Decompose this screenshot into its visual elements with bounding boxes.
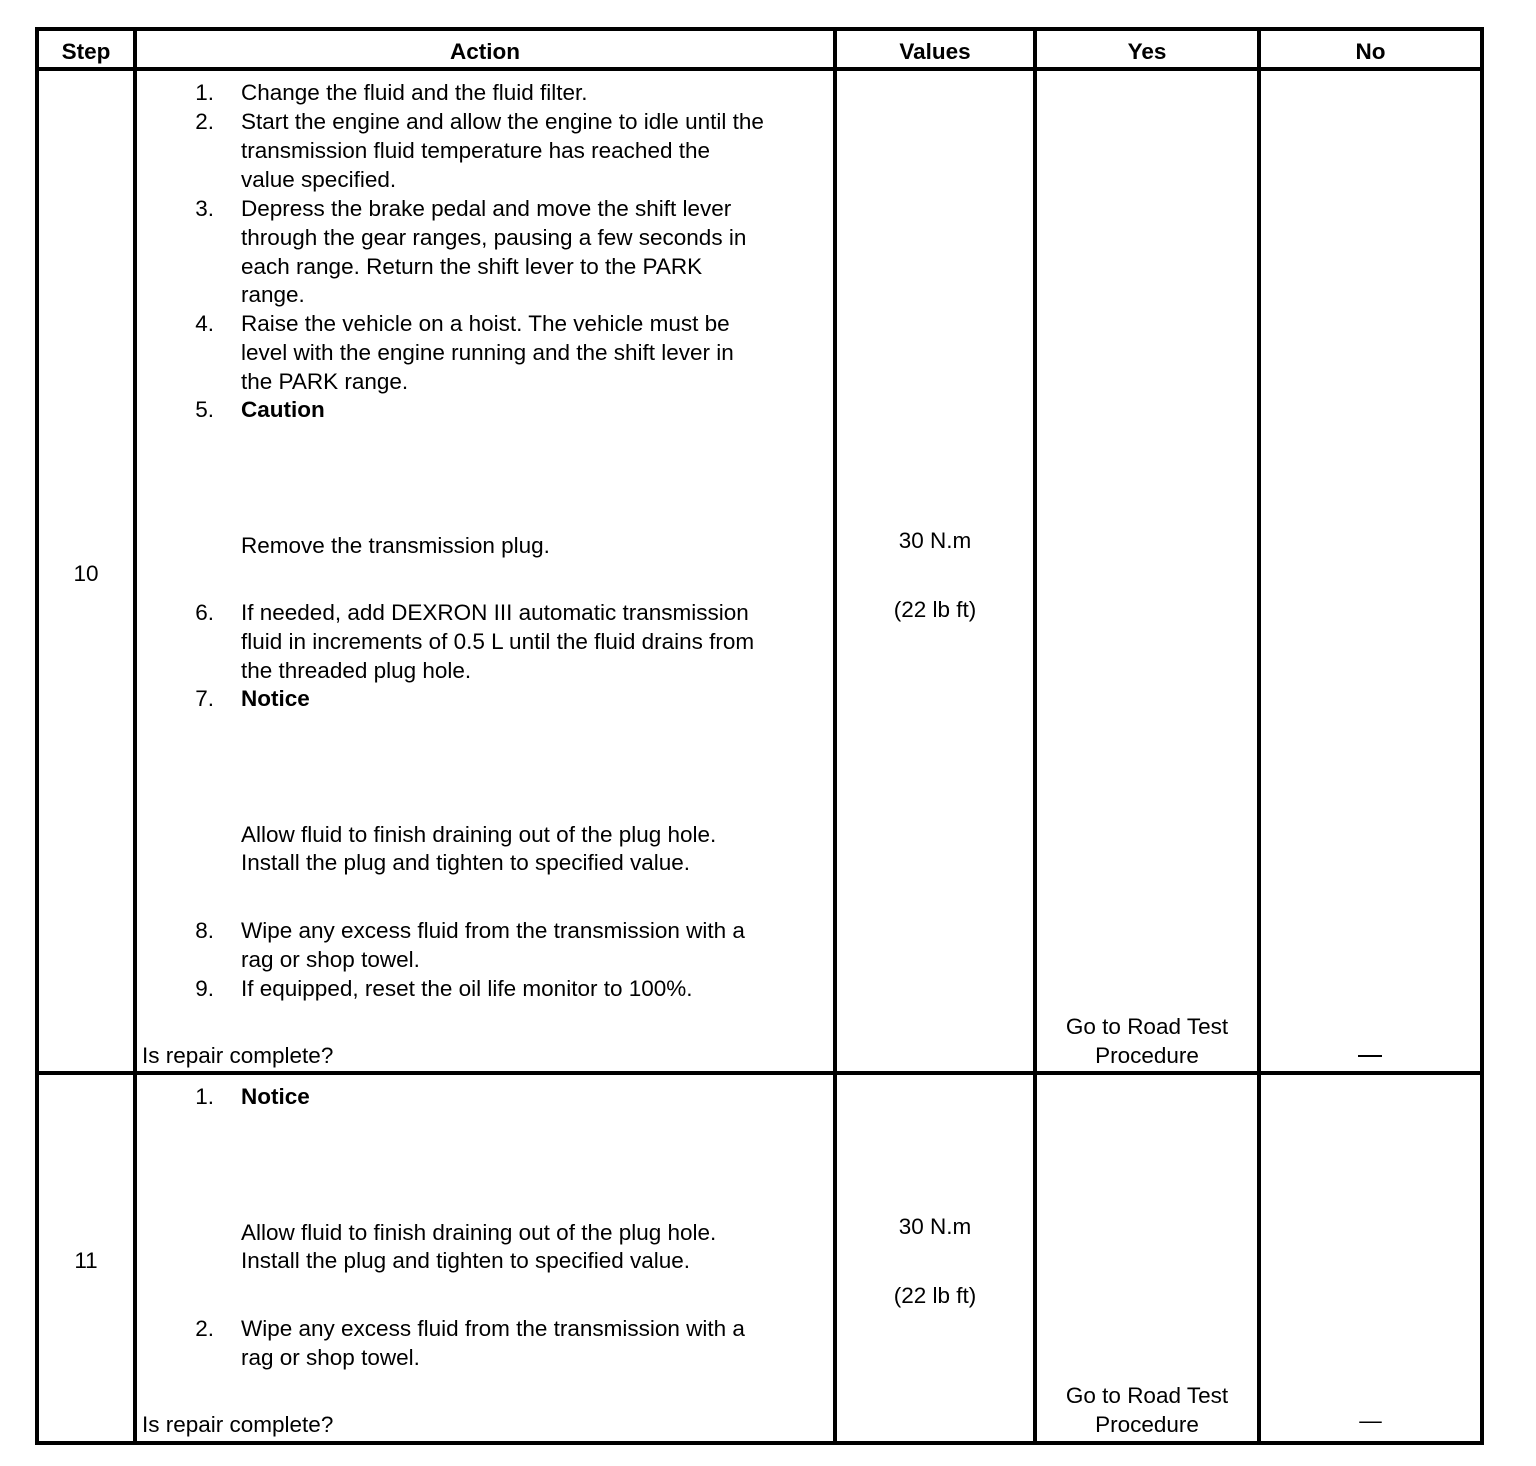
action-text: transmission fluid temperature has reached the — [241, 138, 710, 163]
step-number: 10 — [73, 561, 99, 586]
yes-action-line: Procedure — [1095, 1043, 1199, 1068]
action-text: Raise the vehicle on a hoist. The vehicle must be — [241, 311, 730, 336]
step-number: 11 — [74, 1248, 98, 1273]
action-text: range. — [241, 282, 305, 307]
notice-label: Notice — [241, 686, 310, 711]
list-number: 3. — [195, 196, 214, 221]
list-number: 6. — [195, 600, 214, 625]
header-action: Action — [450, 39, 520, 64]
list-number: 5. — [195, 397, 214, 422]
list-number: 2. — [195, 1316, 214, 1341]
action-text: Wipe any excess fluid from the transmission with a — [241, 918, 745, 943]
header-yes: Yes — [1127, 39, 1167, 64]
list-number: 4. — [195, 311, 214, 336]
action-text: each range. Return the shift lever to the PARK — [241, 254, 703, 279]
list-number: 2. — [195, 109, 214, 134]
header-no: No — [1355, 39, 1386, 64]
torque-value-metric: 30 N.m — [898, 528, 972, 553]
action-text: rag or shop towel. — [241, 1345, 420, 1370]
column-divider — [1257, 31, 1261, 1441]
action-text: through the gear ranges, pausing a few seconds in — [241, 225, 747, 250]
action-text: fluid in increments of 0.5 L until the fluid drains from — [241, 629, 755, 654]
action-text: Depress the brake pedal and move the shift lever — [241, 196, 732, 221]
action-text: Wipe any excess fluid from the transmission with a — [241, 1316, 745, 1341]
torque-value-metric: 30 N.m — [898, 1214, 972, 1239]
torque-value-imperial: (22 lb ft) — [893, 1283, 977, 1308]
list-number: 1. — [195, 1084, 214, 1109]
yes-action-line: Go to Road Test — [1065, 1383, 1229, 1408]
header-divider — [39, 67, 1480, 71]
row-divider — [39, 1071, 1480, 1075]
torque-value-imperial: (22 lb ft) — [893, 597, 977, 622]
list-number: 7. — [195, 686, 214, 711]
yes-action-line: Procedure — [1095, 1412, 1199, 1437]
repair-complete-question: Is repair complete? — [142, 1412, 334, 1437]
action-text: level with the engine running and the shift lever in — [241, 340, 734, 365]
procedure-table — [35, 27, 1484, 1445]
list-number: 9. — [195, 976, 214, 1001]
action-text: Install the plug and tighten to specified value. — [241, 850, 691, 875]
column-divider — [133, 31, 137, 1441]
action-text: the PARK range. — [241, 369, 409, 394]
action-text: If needed, add DEXRON III automatic transmission — [241, 600, 749, 625]
no-action-dash — [1358, 1055, 1382, 1057]
notice-label: Notice — [241, 1084, 310, 1109]
column-divider — [1033, 31, 1037, 1441]
yes-action-line: Go to Road Test — [1065, 1014, 1229, 1039]
action-text: Start the engine and allow the engine to idle until the — [241, 109, 764, 134]
caution-label: Caution — [241, 397, 325, 422]
list-number: 8. — [195, 918, 214, 943]
action-text: rag or shop towel. — [241, 947, 420, 972]
no-action-dash: — — [1359, 1408, 1382, 1433]
action-text: value specified. — [241, 167, 397, 192]
action-text: If equipped, reset the oil life monitor to 100%. — [241, 976, 693, 1001]
list-number: 1. — [195, 80, 214, 105]
action-text: Change the fluid and the fluid filter. — [241, 80, 588, 105]
repair-complete-question: Is repair complete? — [142, 1043, 334, 1068]
action-text: the threaded plug hole. — [241, 658, 472, 683]
action-text: Install the plug and tighten to specified value. — [241, 1248, 691, 1273]
header-step: Step — [61, 39, 111, 64]
action-text: Remove the transmission plug. — [241, 533, 550, 558]
action-text: Allow fluid to finish draining out of the plug hole. — [241, 822, 717, 847]
action-text: Allow fluid to finish draining out of the plug hole. — [241, 1220, 717, 1245]
header-values: Values — [899, 39, 971, 64]
